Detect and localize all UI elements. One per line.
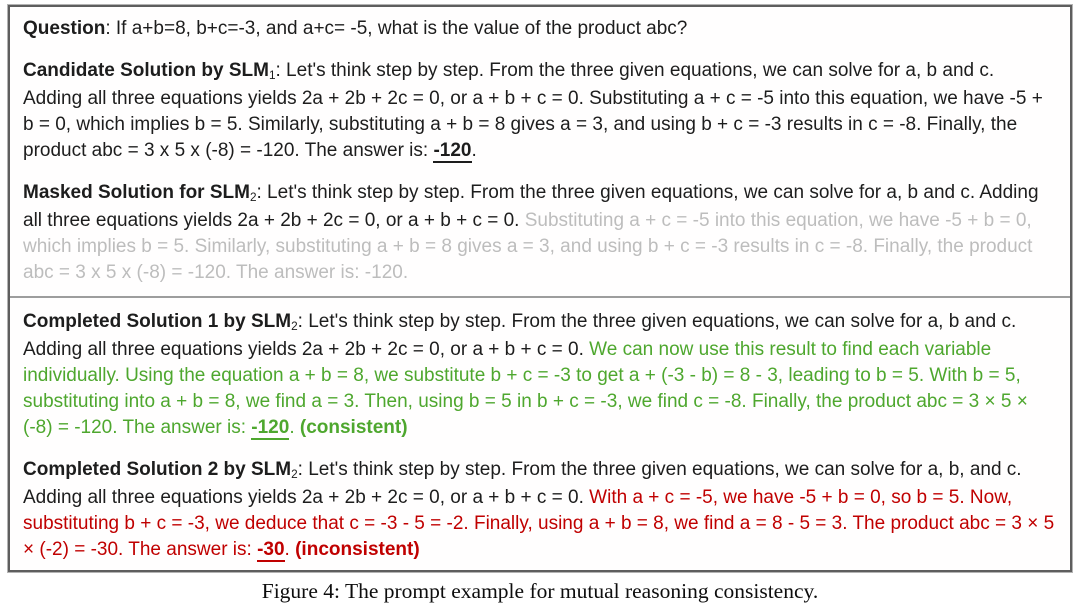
text-segment: With a + c = -5, we have -5 + b = 0, so b = 5. Now, substituting b + c = -3, we deduce that c = -3 - 5 = -2. Finally, using a + b = 8, we find a = 8 - 5 = 3. The product abc = 3 × 5 × (-2) = -30. The answer is: xyxy=(23,487,1055,560)
text-segment: : Let's think step by step. From the three given equations, we can solve for a, b and c. Adding all three equations yields 2a + 2b + 2c = 0, or a + b + c = 0. xyxy=(23,182,1039,231)
text-segment: : Let's think step by step. From the three given equations, we can solve for a, b and c. Adding all three equations yields 2a + 2b + 2c = 0, or a + b + c = 0. xyxy=(23,311,1017,360)
text-segment: We can now use this result to find each variable individually. Using the equation a + b = 8, we substitute b + c = -3 to get a + (-3 - b) = 8 - 3, leading to b = 5. With b = 5, substituting into a + b = 8, we find a = 3. Then, using b = 5 in b + c = -3, we find c = -8. Finally, the product abc = 3 × 5 × (-8) = -120. The answer is: xyxy=(23,339,1028,438)
text-segment: : Let's think step by step. From the three given equations, we can solve for a, b, and c. Adding all three equations yields 2a + 2b + 2c = 0, or a + b + c = 0. xyxy=(23,459,1022,508)
paragraph-completed-solution-2-slm2 xyxy=(23,457,1057,563)
text-segment: 2 xyxy=(291,319,298,333)
text-segment: -30 xyxy=(257,539,285,560)
text-segment: -120 xyxy=(433,140,472,161)
text-segment: Masked Solution for SLM xyxy=(23,182,250,203)
text-segment: : Let's think step by step. From the three given equations, we can solve for a, b and c. Adding all three equations yields 2a + 2b + 2c = 0, or a + b + c = 0. Substituting a + c = -5 into this equation, we have -5 + b = 0, which implies b = 5. Similarly, substituting a + b = 8 gives a = 3, and using b + c = -3 results in c = -8. Finally, the product abc = 3 x 5 x (-8) = -120. The answer is: xyxy=(23,60,1043,161)
text-segment: Completed Solution 1 by SLM xyxy=(23,311,292,332)
text-segment: (consistent) xyxy=(299,417,408,438)
text-segment: -120 xyxy=(251,417,290,438)
text-segment: Completed Solution 2 by SLM xyxy=(23,459,292,480)
paragraph-completed-solution-1-slm2 xyxy=(23,309,1057,441)
text-segment: . xyxy=(284,539,296,560)
figure-caption: Figure 4: The prompt example for mutual reasoning consistency. xyxy=(261,579,819,603)
section-divider xyxy=(10,296,1070,298)
text-segment: Substituting a + c = -5 into this equation, we have -5 + b = 0, which implies b = 5. Similarly, substituting a + b = 8 gives a = 3, and using b + c = -3 results in c = -8. Finally, the product abc = 3 x 5 x (-8) = -120. The answer is: -120. xyxy=(23,210,1033,283)
paragraph-masked-solution-slm2 xyxy=(23,180,1057,286)
text-segment: (inconsistent) xyxy=(295,539,420,560)
text-segment: . xyxy=(471,140,477,161)
text-segment: Candidate Solution by SLM xyxy=(23,60,269,81)
prompt-example-box xyxy=(8,5,1072,572)
text-segment: 2 xyxy=(249,190,257,204)
text-segment: 1 xyxy=(268,68,276,82)
text-segment: 2 xyxy=(291,467,298,481)
text-segment: . xyxy=(289,417,300,438)
text-segment: : If a+b=8, b+c=-3, and a+c= -5, what is the value of the product abc? xyxy=(105,18,688,39)
text-segment: Question xyxy=(23,18,106,39)
paragraph-question xyxy=(23,16,1057,42)
paragraph-candidate-solution-slm1 xyxy=(23,58,1057,164)
